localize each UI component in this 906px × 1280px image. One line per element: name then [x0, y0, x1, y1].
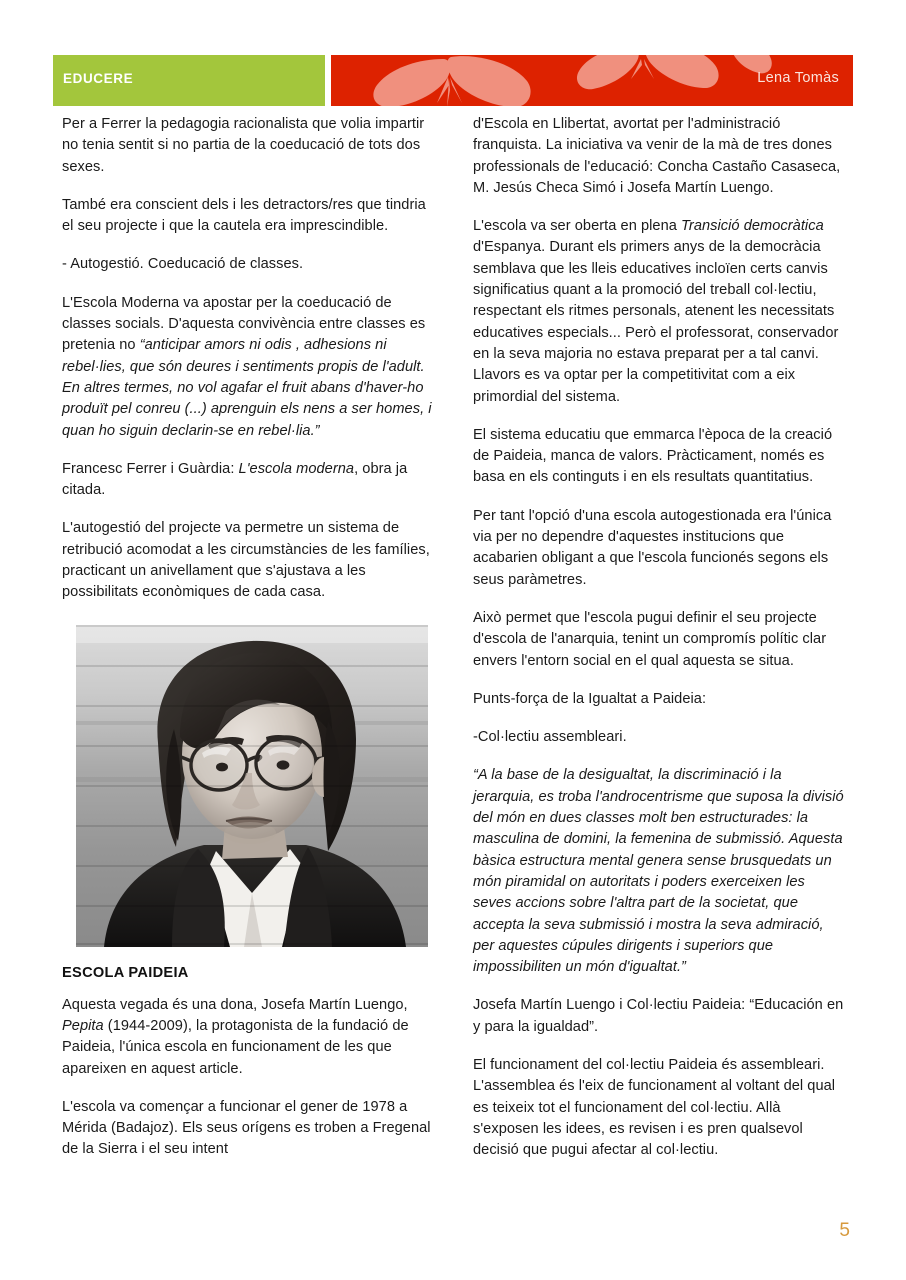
- page-header-banner: [53, 55, 853, 106]
- paragraph-left-1: Per a Ferrer la pedagogia racionalista que volia impartir no tenia sentit si no partia de la coeducació de tots dos sexes.: [62, 116, 425, 175]
- publication-brand: EDUCERE: [63, 71, 134, 86]
- header-green-block: [53, 55, 325, 106]
- paideia-long-quote: “A la base de la desigualtat, la discriminació i la jerarquia, es troba l'androcentrisme que suposa la divisió del món en dues classes molt ben estructurades: la masculina de domini, la femenina de submissió. Aquesta bàsica estructura mental genera sense brusquedats un món piramidal on autoritats i poders exerceixen les seves accions sobre l'altra part de la societat, que accepta la seva submissió i mostra la seva admiració, per aquestes cúpules dirigents i superiors que impossibiliten un món d'igualtat.”: [473, 767, 844, 976]
- paragraph-right-2-b: d'Espanya. Durant els primers anys de la democràcia semblava que les lleis educatives incloïen certs canvis significatius quant a la promoció del treball col·lectiu, respectant els ritmes personals, atenent les necessitats educatives especials... Però el professorat, conservador en la seva majoria no estava preparat per a tal canvi. Llavors es va optar per la competitivitat com a eix primordial del sistema.: [473, 239, 839, 405]
- paragraph-right-1: d'Escola en Llibertat, avortat per l'administració franquista. La iniciativa va venir de la mà de tres dones professionals de l'educació: Concha Castaño Casaseca, M. Jesús Checa Simó i Josefa Martín Luengo.: [473, 116, 841, 196]
- transicio-democratica-italic: Transició democràtica: [681, 218, 824, 235]
- section-heading-escola-paideia: ESCOLA PAIDEIA: [62, 964, 189, 981]
- pepita-nickname: Pepita: [62, 1017, 104, 1034]
- citation-title: L'escola moderna: [238, 460, 355, 477]
- paragraph-right-2-a: L'escola va ser oberta en plena: [473, 218, 682, 235]
- paragraph-left-7-b: (1944-2009), la protagonista de la fundació de Paideia, l'única escola en funcionament de les que apareixen en aquest article.: [62, 1017, 409, 1077]
- paragraph-right-3: El sistema educatiu que emmarca l'època de la creació de Paideia, manca de valors. Pràcticament, només es basa en els continguts i en els resultats quantitatius.: [473, 426, 833, 486]
- paragraph-right-6: Punts-força de la Igualtat a Paideia:: [473, 690, 707, 707]
- paragraph-left-4-lead: L'Escola Moderna va apostar per la coeducació de classes socials. D'aquesta convivència entre classes es pretenia no: [62, 294, 426, 354]
- right-column: [473, 114, 845, 1178]
- page-number: 5: [839, 1220, 850, 1241]
- paragraph-left-5-citation: [62, 459, 434, 502]
- citation-tail: , obra ja citada.: [62, 460, 408, 499]
- paragraph-left-8: L'escola va començar a funcionar el gener de 1978 a Mérida (Badajoz). Els seus orígens es troben a Fregenal de la Sierra i el seu intent: [62, 1098, 431, 1158]
- paragraph-right-7: -Col·lectiu assembleari.: [473, 729, 627, 746]
- header-red-block: [331, 55, 853, 106]
- ferrer-quote-italic: “anticipar amors ni odis , adhesions ni rebel·lies, que són deures i sentiments propis de l'adult. En altres termes, no vol agafar el fruit abans d'haver-ho produït pel conreu (...) aprenguin els nens a ser homes, i quan ho siguin declarin-se en rebel·lia.”: [62, 337, 432, 439]
- author-name: Lena Tomàs: [757, 70, 839, 86]
- paragraph-left-4: [62, 293, 434, 442]
- portrait-photo: [76, 625, 428, 947]
- paragraph-left-6: L'autogestió del projecte va permetre un sistema de retribució acomodat a les circumstàncies de les famílies, practicant un anivellament que s'ajustava a les possibilitats econòmiques de cada casa.: [62, 520, 430, 601]
- paragraph-right-4: Per tant l'opció d'una escola autogestionada era l'única via per no dependre d'aquestes institucions que acabarien obligant a que l'escola funcionés segons els seus paràmetres.: [473, 507, 832, 588]
- paragraph-left-7-a: Aquesta vegada és una dona, Josefa Martín Luengo,: [62, 996, 408, 1013]
- paragraph-right-2: [473, 216, 845, 408]
- citation-author: Francesc Ferrer i Guàrdia:: [62, 460, 239, 477]
- paragraph-left-3: - Autogestió. Coeducació de classes.: [62, 256, 304, 273]
- left-column: [62, 114, 434, 1178]
- portrait-photo-graphic: [76, 625, 428, 947]
- paragraph-right-5: Això permet que l'escola pugui definir el seu projecte d'escola de l'anarquia, tenint un compromís polític clar envers l'entorn social en el qual aquesta se situa.: [473, 609, 827, 669]
- paragraph-left-2: També era conscient dels i les detractors/res que tindria el seu projecte i que la cautela era imprescindible.: [62, 196, 426, 235]
- paragraph-right-10: El funcionament del col·lectiu Paideia és assembleari. L'assemblea és l'eix de funcionament al voltant del qual es teixeix tot el funcionament del col·lectiu. Allà s'exposen les idees, es revisen i es pren qualsevol decisió que pugui afectar al col·lectiu.: [473, 1056, 836, 1159]
- paragraph-right-9-citation: Josefa Martín Luengo i Col·lectiu Paideia: “Educación en y para la igualdad”.: [473, 997, 844, 1035]
- paragraph-left-7: [62, 995, 434, 1080]
